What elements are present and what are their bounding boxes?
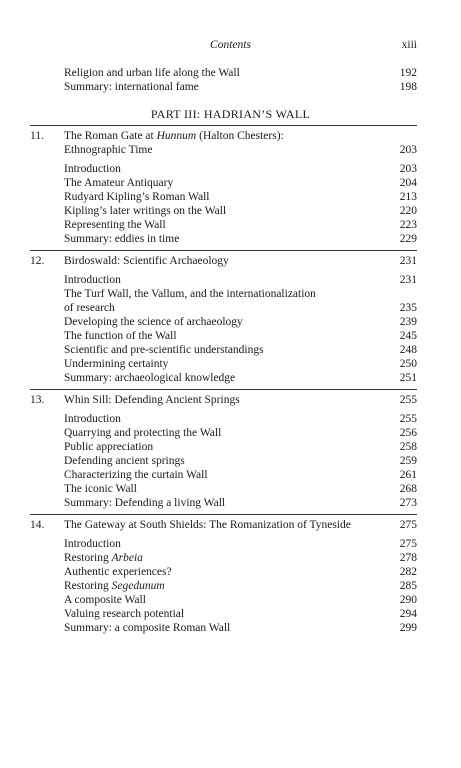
toc-entry [64,440,417,454]
toc-entry [64,66,417,80]
toc-entry [64,176,417,190]
entry-title: Introduction [64,274,121,286]
entry-page: 250 [399,358,417,370]
entry-title: Rudyard Kipling’s Roman Wall [64,191,210,203]
entry-page: 235 [399,302,417,314]
chapter-title: Birdoswald: Scientific Archaeology [64,255,229,267]
divider [30,389,417,390]
entry-page: 268 [399,483,417,495]
toc-entry [64,607,417,621]
toc-entry [64,190,417,204]
entry-page: 290 [399,594,417,606]
entry-title: Defending ancient springs [64,455,185,467]
part-heading: PART III: HADRIAN’S WALL [150,107,311,121]
entry-title: A composite Wall [64,594,146,606]
entry-page: 278 [399,552,417,564]
entry-page: 213 [399,191,417,203]
entry-page: 245 [399,330,417,342]
toc-entry [64,343,417,357]
toc-entry [64,454,417,468]
entry-title: Restoring Segedunum [64,580,165,592]
entry-page: 248 [399,344,417,356]
page-folio: xiii [401,39,417,51]
chapter-heading [30,254,417,268]
entry-page: 259 [399,455,417,467]
entry-title: Public appreciation [64,441,154,453]
chapter-heading [30,129,417,143]
entry-page: 282 [399,566,417,578]
entry-title: Religion and urban life along the Wall [64,67,240,79]
entry-page: 192 [399,67,417,79]
chapter-title: The Roman Gate at Hunnum (Halton Chesters): [64,130,284,142]
entry-title: Introduction [64,538,121,550]
entry-title: The Amateur Antiquary [64,177,174,189]
chapter-page: 203 [399,144,417,156]
divider [30,125,417,126]
entry-page: 239 [399,316,417,328]
entry-page: 255 [399,413,417,425]
entry-page: 231 [399,274,417,286]
entry-page: 204 [399,177,417,189]
toc-entry [64,371,417,385]
toc-entry [64,482,417,496]
divider [30,514,417,515]
entry-title: Introduction [64,163,121,175]
toc-entry [64,593,417,607]
toc-entry [64,496,417,510]
toc-entry [64,426,417,440]
entry-title: The Turf Wall, the Vallum, and the internationalization [64,288,316,300]
entry-page: 256 [399,427,417,439]
entry-page: 299 [399,622,417,634]
entry-title: Developing the science of archaeology [64,316,243,328]
chapter-number: 14. [30,519,45,531]
entry-title: The function of the Wall [64,330,177,342]
entry-title: Scientific and pre-scientific understandings [64,344,264,356]
toc-entry [64,537,417,551]
toc-entry [64,80,417,94]
toc-entry [64,218,417,232]
running-header [0,39,461,55]
chapter-page: 275 [399,519,417,531]
toc-entry [64,357,417,371]
toc-entry [64,551,417,565]
entry-page: 273 [399,497,417,509]
entry-title: Representing the Wall [64,219,166,231]
chapter-heading [30,393,417,407]
toc-entry [64,204,417,218]
toc-entry [64,621,417,635]
entry-title: The iconic Wall [64,483,137,495]
entry-page: 229 [399,233,417,245]
chapter-title: The Gateway at South Shields: The Romanization of Tyneside [64,519,351,531]
running-title: Contents [210,39,251,51]
chapter-number: 13. [30,394,45,406]
entry-title: Characterizing the curtain Wall [64,469,208,481]
entry-page: 261 [399,469,417,481]
toc-entry [64,162,417,176]
toc-entry [64,468,417,482]
chapter-number: 12. [30,255,45,267]
entry-title: Valuing research potential [64,608,185,620]
entry-page: 258 [399,441,417,453]
entry-page: 294 [399,608,417,620]
entry-title: Kipling’s later writings on the Wall [64,205,227,217]
entry-title: Restoring Arbeia [64,552,143,564]
toc-entry [64,412,417,426]
entry-title: Summary: Defending a living Wall [64,497,226,509]
entry-title: Introduction [64,413,121,425]
entry-page: 223 [399,219,417,231]
entry-title: Summary: a composite Roman Wall [64,622,231,634]
entry-page: 251 [399,372,417,384]
toc-entry [64,315,417,329]
entry-title-line2: of research [64,302,115,314]
chapter-heading [30,518,417,532]
chapter-page: 231 [399,255,417,267]
chapter-heading-line2 [30,143,417,157]
toc-entry [64,273,417,287]
toc-entry [64,232,417,246]
entry-title: Quarrying and protecting the Wall [64,427,222,439]
divider [30,250,417,251]
entry-page: 275 [399,538,417,550]
toc-entry-line2 [64,301,417,315]
entry-title: Undermining certainty [64,358,169,370]
toc-entry [64,579,417,593]
toc-entry [64,565,417,579]
entry-title: Authentic experiences? [64,566,172,578]
entry-page: 285 [399,580,417,592]
chapter-title: Whin Sill: Defending Ancient Springs [64,394,240,406]
toc-entry [64,287,417,301]
entry-page: 198 [399,81,417,93]
toc-entry [64,329,417,343]
chapter-number: 11. [30,130,44,142]
chapter-title-line2: Ethnographic Time [64,144,153,156]
chapter-page: 255 [399,394,417,406]
entry-page: 220 [399,205,417,217]
entry-title: Summary: archaeological knowledge [64,372,236,384]
entry-title: Summary: eddies in time [64,233,180,245]
entry-page: 203 [399,163,417,175]
entry-title: Summary: international fame [64,81,199,93]
